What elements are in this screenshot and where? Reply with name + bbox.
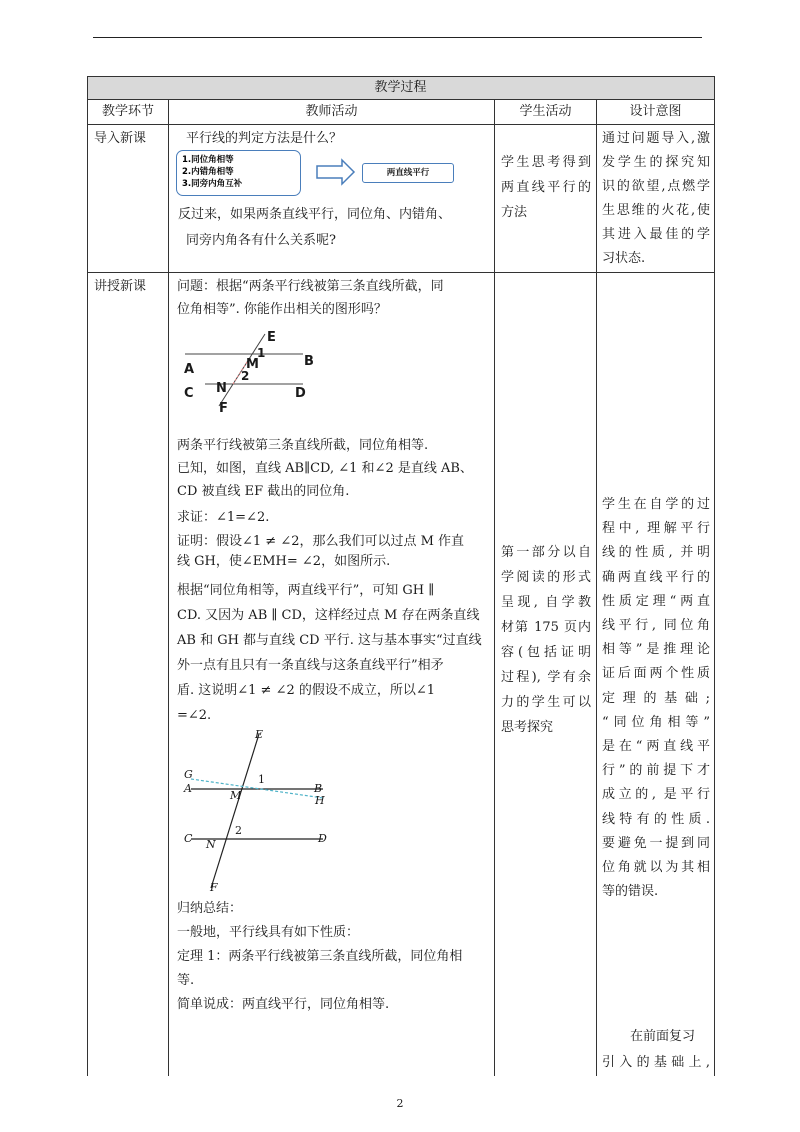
text-line: 相等”是推理论 — [602, 642, 710, 658]
intent-2 — [602, 493, 710, 904]
text-line: 材第 175 页内 — [501, 620, 591, 635]
fig2-label-angle-1: 1 — [258, 773, 265, 786]
table-col-rule — [168, 99, 169, 1076]
judgement-methods-box — [176, 150, 301, 196]
header-stage: 教学环节 — [101, 104, 154, 119]
fig2-label-C: C — [184, 832, 193, 845]
problem-line1: 问题：根据“两条平行线被第三条直线所截，同 — [177, 279, 444, 294]
intro-reverse-line1: 反过来，如果两条直线平行，同位角、内错角、 — [178, 207, 452, 222]
text-line: 线平行, 同位角 — [602, 618, 710, 634]
proof-line1: 证明：假设∠1 ≠ ∠2，那么我们可以过点 M 作直 — [177, 534, 465, 549]
text-line: 第一部分以自 — [501, 545, 591, 560]
text-line: 容(包括证明 — [501, 645, 591, 660]
text-line: 线的性质, 并明 — [602, 545, 710, 561]
table-border-left — [87, 76, 88, 1076]
problem-line2: 位角相等”. 你能作出相关的图形吗？ — [177, 302, 387, 317]
text-line: 呈现, 自学教 — [501, 595, 591, 610]
label-E: E — [267, 330, 276, 345]
reason-line5: 盾. 这说明∠1 ≠ ∠2 的假设不成立，所以∠1 — [177, 683, 436, 698]
label-M: M — [246, 357, 259, 372]
text-line: 等的错误. — [602, 884, 659, 900]
table-border-right — [714, 76, 715, 1076]
fig2-label-F: F — [210, 881, 218, 894]
reason-line6: =∠2. — [177, 708, 212, 723]
text-line: 思考探究 — [501, 720, 554, 735]
proof-line2: 线 GH，使∠EMH= ∠2，如图所示. — [177, 554, 391, 569]
text-line: 程中, 理解平行 — [602, 521, 710, 537]
fig2-label-E: E — [255, 728, 264, 741]
table-col-rule — [494, 99, 495, 1076]
student-activity-2 — [501, 540, 591, 740]
given-line1: 已知，如图，直线 AB∥CD, ∠1 和∠2 是直线 AB、 — [177, 461, 473, 476]
theorem-line2: 等. — [177, 973, 195, 988]
table-rule — [87, 272, 714, 273]
method-item: 2.内错角相等 — [182, 167, 234, 177]
summary-heading: 归纳总结： — [177, 901, 243, 916]
text-line: 学生在自学的过 — [602, 497, 710, 512]
given-line2: CD 被直线 EF 截出的同位角. — [177, 484, 350, 499]
fig2-label-H: H — [315, 794, 325, 807]
text-line: 性质定理“两直 — [602, 593, 710, 609]
label-angle-1: 1 — [257, 346, 266, 360]
figure-parallel-lines-2 — [175, 728, 345, 893]
fig2-label-angle-2: 2 — [235, 824, 242, 837]
text-line: 行”的前提下才 — [602, 763, 710, 779]
page-number: 2 — [396, 1097, 404, 1110]
label-B: B — [304, 354, 314, 369]
text-line: 两直线平行的 — [501, 180, 591, 195]
reason-line3: AB 和 GH 都与直线 CD 平行. 这与基本事实“过直线 — [177, 633, 482, 648]
label-angle-2: 2 — [241, 369, 250, 383]
text-line: 确两直线平行的 — [602, 569, 710, 585]
text-line: 方法 — [501, 205, 528, 220]
table-rule — [87, 124, 714, 125]
intro-question: 平行线的判定方法是什么？ — [186, 131, 343, 146]
text-line: 过程), 学有余 — [501, 670, 591, 685]
general-line: 一般地，平行线具有如下性质： — [177, 925, 360, 940]
fig2-label-D: D — [318, 832, 327, 845]
method-item: 3.同旁内角互补 — [182, 179, 243, 189]
right-arrow-icon — [316, 158, 356, 186]
student-activity-1 — [501, 150, 591, 225]
text-line: 习状态. — [602, 251, 646, 266]
text-line: 要避免一提到同 — [602, 835, 710, 851]
stage-intro: 导入新课 — [94, 131, 147, 146]
text-line: 引入的基础上, — [602, 1055, 710, 1070]
text-line: 位角就以为其相 — [602, 860, 710, 876]
fig2-label-B: B — [314, 782, 323, 795]
text-line: 发学生的探究知 — [602, 155, 710, 170]
text-line: 学生思考得到 — [501, 155, 591, 170]
table-title: 教学过程 — [374, 80, 427, 95]
theorem-line1: 定理 1：两条平行线被第三条直线所截，同位角相 — [177, 949, 463, 964]
text-line: 其进入最佳的学 — [602, 227, 710, 242]
text-line: 通过问题导入,激 — [602, 131, 710, 146]
fig2-label-M: M — [230, 789, 242, 802]
text-line: 学阅读的形式 — [501, 570, 591, 585]
text-line: “同位角相等” — [602, 714, 710, 730]
proof-text — [177, 434, 489, 728]
text-line: 是在“两直线平 — [602, 739, 710, 755]
reason-line1: 根据“同位角相等，两直线平行”，可知 GH ∥ — [177, 583, 435, 598]
method-item: 1.同位角相等 — [182, 155, 234, 165]
text-line: 成立的, 是平行 — [602, 787, 710, 803]
fig2-label-N: N — [206, 838, 216, 851]
reason-line4: 外一点有且只有一条直线与这条直线平行”相矛 — [177, 658, 444, 673]
fig2-label-A: A — [184, 782, 192, 795]
header-teacher: 教师活动 — [305, 104, 358, 119]
prove-line: 求证：∠1=∠2. — [177, 510, 270, 525]
stage-new: 讲授新课 — [94, 279, 147, 294]
table-rule — [87, 99, 714, 100]
label-C: C — [184, 386, 194, 401]
teacher-activity-2 — [177, 275, 489, 321]
label-F: F — [219, 401, 228, 416]
intent-2-continued — [602, 1024, 710, 1076]
text-line: 线 特 有 的 性 质 . — [602, 811, 710, 827]
text-line: 证后面两个性质 — [602, 666, 710, 682]
intent-1 — [602, 127, 710, 271]
table-col-rule — [596, 99, 597, 1076]
reason-line2: CD. 又因为 AB ∥ CD，这样经过点 M 存在两条直线 — [177, 608, 480, 623]
simple-line: 简单说成：两直线平行，同位角相等. — [177, 997, 390, 1012]
header-rule — [93, 37, 702, 38]
parallel-result-box: 两直线平行 — [362, 163, 454, 183]
text-line: 识的欲望,点燃学 — [602, 179, 710, 194]
label-N: N — [216, 381, 227, 396]
label-A: A — [184, 362, 195, 377]
text-line: 定 理 的 基 础 ; — [602, 690, 710, 706]
statement: 两条平行线被第三条直线所截，同位角相等. — [177, 438, 429, 453]
text-line: 在前面复习 — [630, 1029, 696, 1044]
header-intent: 设计意图 — [629, 104, 682, 119]
text-line: 生思维的火花,使 — [602, 203, 710, 218]
label-D: D — [295, 386, 306, 401]
header-student: 学生活动 — [519, 104, 572, 119]
text-line: 力的学生可以 — [501, 695, 591, 710]
intro-reverse-line2: 同旁内角各有什么关系呢? — [186, 233, 336, 248]
summary-text — [177, 897, 489, 1017]
figure-parallel-lines-1 — [175, 330, 335, 420]
fig2-label-G: G — [184, 768, 193, 781]
